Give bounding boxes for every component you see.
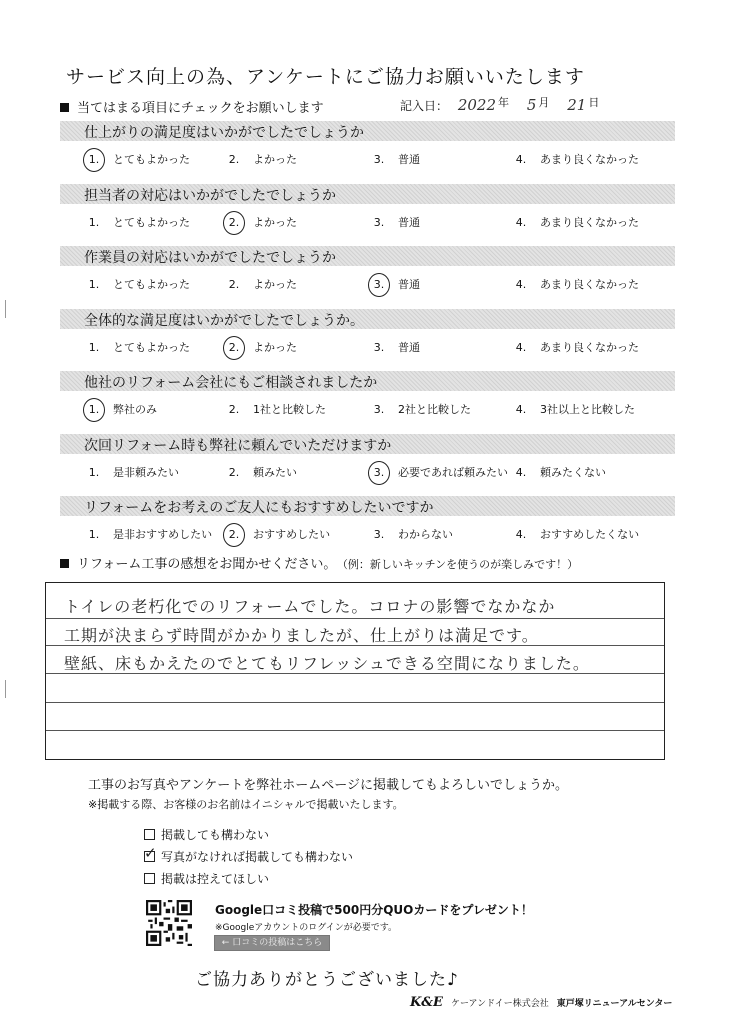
footer [410,995,672,1010]
permission-question: 工事のお写真やアンケートを弊社ホームページに掲載してもよろしいでしょうか。 [88,778,568,793]
answer-option[interactable] [85,464,179,480]
comment-line-1: トイレの老朽化でのリフォームでした。コロナの影響でなかなか [64,597,556,616]
answer-option[interactable] [370,401,471,417]
option-number: 2. [228,153,240,166]
company-name: ケーアンドイー株式会社 [450,999,549,1009]
option-number: 4. [515,215,527,229]
checkbox-icon[interactable] [144,873,155,884]
option-label: 頼みたい [253,465,297,479]
option-number: 3. [370,278,388,291]
comment-rule [46,702,664,703]
answer-option[interactable] [225,276,297,292]
answer-option[interactable] [85,339,190,355]
option-number: 2. [225,216,243,229]
answer-option[interactable] [512,401,635,417]
option-row [0,401,730,421]
bullet-square-icon [60,559,69,568]
option-row [0,151,730,171]
answer-option[interactable] [512,464,606,480]
option-label: 普通 [398,340,420,354]
comment-box[interactable] [45,582,665,760]
option-number: 1. [85,403,103,416]
question-text: 担当者の対応はいかがでしたでしょうか [84,187,336,204]
option-row [0,276,730,296]
option-label: 是非頼みたい [113,465,179,479]
option-label: 必要であれば頼みたい [398,465,508,479]
answer-option-selected[interactable] [85,401,157,417]
answer-option[interactable] [370,214,420,230]
answer-option[interactable] [85,276,190,292]
option-number: 1. [88,278,100,291]
option-label: あまり良くなかった [540,153,639,166]
instruction [60,97,324,116]
option-number: 1. [88,215,100,229]
option-label: わからない [398,528,453,541]
option-number: 2. [225,528,243,541]
date-field[interactable] [400,94,613,114]
option-number: 1. [85,153,103,166]
question-text: 次回リフォーム時も弊社に頼んでいただけますか [84,437,392,454]
qr-code-icon[interactable] [146,900,192,946]
option-label: よかった [253,153,297,166]
comment-line-2: 工期が決まらず時間がかかりましたが、仕上がりは満足です。 [64,626,539,645]
option-label: よかった [253,340,297,354]
option-row [0,526,730,546]
impressions-title: リフォーム工事の感想をお聞かせください。 [77,557,337,572]
option-number: 1. [88,528,100,541]
impressions-heading [60,553,578,572]
answer-option[interactable] [370,339,420,355]
option-label: 頼みたくない [540,465,606,479]
checkbox-icon[interactable] [144,829,155,840]
answer-option[interactable] [512,339,639,355]
answer-option-selected[interactable] [225,526,330,542]
answer-option[interactable] [225,401,326,417]
option-row [0,339,730,359]
option-number: 3. [373,403,385,416]
instruction-text: 当てはまる項目にチェックをお願いします [77,101,324,116]
scan-mark [5,300,6,318]
comment-rule [46,618,664,619]
impressions-example: （例：新しいキッチンを使うのが楽しみです！） [342,558,579,571]
option-label: よかった [253,278,297,291]
answer-option-selected[interactable] [225,214,297,230]
option-number: 4. [515,153,527,166]
option-label: とてもよかった [113,340,190,354]
answer-option[interactable] [225,151,297,167]
option-number: 2. [228,465,240,479]
answer-option-selected[interactable] [225,339,297,355]
page-title: サービス向上の為、アンケートにご協力お願いいたします [66,66,585,88]
answer-option[interactable] [370,151,420,167]
answer-option[interactable] [370,526,453,542]
option-number: 2. [228,278,240,291]
option-number: 4. [515,465,527,479]
question-text: 全体的な満足度はいかがでしたでしょうか。 [84,312,364,329]
question-text: 他社のリフォーム会社にもご相談されましたか [84,375,378,391]
answer-option-selected[interactable] [85,151,190,167]
option-label: あまり良くなかった [540,340,639,354]
option-number: 1. [88,465,100,479]
option-label: あまり良くなかった [540,215,639,229]
review-link-button[interactable]: ← 口コミの投稿はこちら [214,935,330,951]
date-month-unit: 月 [538,96,550,109]
option-number: 3. [370,466,388,479]
option-row [0,214,730,234]
option-number: 4. [515,528,527,541]
option-number: 3. [373,153,385,166]
option-number: 3. [373,215,385,229]
option-label: 是非おすすめしたい [113,528,213,541]
permission-option-2[interactable] [144,848,353,865]
date-month: 5 [526,96,537,114]
option-label: 普通 [398,278,420,291]
date-year-unit: 年 [498,96,510,109]
answer-option[interactable] [512,526,639,542]
question-text: 作業員の対応はいかがでしたでしょうか [84,250,336,266]
promo-title: Google口コミ投稿で500円分QUOカードをプレゼント！ [215,903,533,917]
option-label: 普通 [398,215,420,229]
option-label: とてもよかった [113,215,190,229]
scan-mark [5,680,6,698]
option-number: 2. [228,403,240,416]
permission-option-label: 写真がなければ掲載しても構わない [161,850,354,864]
option-row [0,464,730,484]
option-number: 4. [515,340,527,354]
date-year: 2022 [457,96,497,114]
answer-option[interactable] [85,214,190,230]
date-day: 21 [567,96,587,114]
permission-option-label: 掲載しても構わない [161,828,270,842]
thanks-message: ご協力ありがとうございました♪ [195,970,459,990]
promo-note: ※Googleアカウントのログインが必要です。 [215,923,398,933]
answer-option-selected[interactable] [370,464,508,480]
option-label: あまり良くなかった [540,278,639,291]
option-number: 4. [515,278,527,291]
option-number: 3. [373,528,385,541]
option-number: 2. [225,341,243,354]
option-label: 弊社のみ [113,403,157,416]
option-label: 普通 [398,153,420,166]
option-label: おすすめしたくない [540,528,640,541]
question-text: 仕上がりの満足度はいかがでしたでしょうか [84,125,364,141]
option-label: よかった [253,215,297,229]
option-label: 1社と比較した [253,403,326,416]
date-label: 記入日： [400,99,449,113]
question-text: リフォームをお考えのご友人にもおすすめしたいですか [84,500,434,516]
option-number: 4. [515,403,527,416]
permission-note: ※掲載する際、お客様のお名前はイニシャルで掲載いたします。 [88,798,404,811]
option-label: とてもよかった [113,278,190,291]
option-label: 2社と比較した [398,403,471,416]
answer-option[interactable] [225,464,297,480]
option-label: 3社以上と比較した [540,403,635,416]
answer-option[interactable] [512,276,639,292]
option-label: おすすめしたい [253,528,331,541]
bullet-square-icon [60,103,69,112]
comment-rule [46,730,664,731]
permission-option-3[interactable] [144,870,269,887]
date-day-unit: 日 [588,96,600,109]
answer-option[interactable] [512,214,639,230]
answer-option-selected[interactable] [370,276,420,292]
answer-option[interactable] [512,151,639,167]
option-label: とてもよかった [113,153,190,166]
option-number: 1. [88,340,100,354]
company-logo: K&E [410,995,443,1010]
permission-option-label: 掲載は控えてほしい [161,872,270,886]
permission-option-1[interactable] [144,826,269,843]
checkbox-checked-icon[interactable] [144,851,155,862]
comment-line-3: 壁紙、床もかえたのでとてもリフレッシュできる空間になりました。 [64,654,590,673]
center-name: 東戸塚リニューアルセンター [556,999,673,1009]
option-number: 3. [373,340,385,354]
answer-option[interactable] [85,526,212,542]
